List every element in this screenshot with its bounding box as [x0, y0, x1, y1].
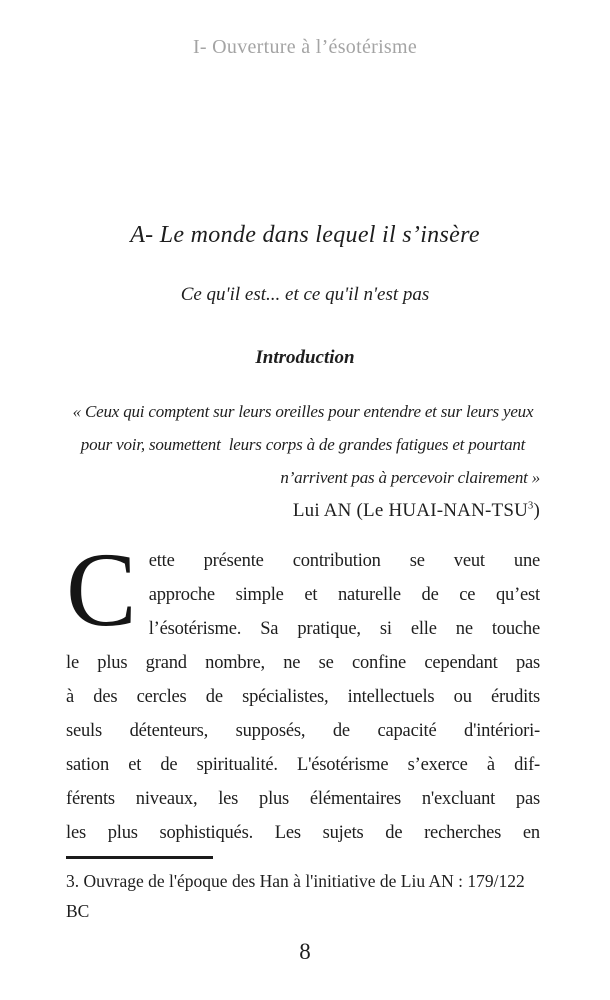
running-header: I- Ouverture à l’ésotérisme: [192, 36, 418, 58]
section-heading: Introduction: [255, 347, 355, 368]
body-line: l’ésotérisme. Sa pratique, si elle ne touche: [148, 619, 540, 639]
body-line: les plus sophistiqués. Les sujets de recherches en: [66, 823, 540, 843]
body-line: ette présente contribution se veut une: [148, 551, 540, 571]
attribution-close: ): [533, 500, 540, 521]
body-line: sation et de spiritualité. L'ésotérisme s’exerce à dif-: [66, 755, 540, 775]
chapter-subtitle: Ce qu'il est... et ce qu'il n'est pas: [180, 284, 430, 305]
body-line: férents niveaux, les plus élémentaires n'excluant pas: [66, 789, 540, 809]
body-line: le plus grand nombre, ne se confine cependant pas: [66, 653, 540, 673]
footnote-line: BC: [66, 901, 90, 921]
epigraph-line: n’arrivent pas à percevoir clairement »: [280, 468, 540, 487]
body-line: approche simple et naturelle de ce qu’est: [148, 585, 540, 605]
drop-cap: C: [66, 531, 137, 648]
page-number: 8: [299, 939, 311, 964]
attribution-text: Lui AN (Le HUAI-NAN-TSU: [292, 500, 529, 521]
epigraph-line: « Ceux qui comptent sur leurs oreilles pour entendre et sur leurs yeux: [72, 402, 534, 421]
body-line: à des cercles de spécialistes, intellectuels ou érudits: [66, 687, 540, 707]
epigraph-attribution: [66, 494, 540, 527]
footnote-line: 3. Ouvrage de l'époque des Han à l'initiative de Liu AN : 179/122: [66, 871, 525, 891]
epigraph-quote: [66, 395, 540, 527]
footnote: [66, 866, 590, 926]
footnote-reference-mark: 3: [528, 500, 534, 512]
footnote-separator-rule: [66, 856, 213, 859]
epigraph-line: pour voir, soumettent leurs corps à de grandes fatigues et pourtant: [80, 435, 526, 454]
body-paragraph: [66, 531, 540, 850]
chapter-title: A- Le monde dans lequel il s’insère: [130, 222, 480, 248]
body-line: seuls détenteurs, supposés, de capacité d'intériori-: [66, 721, 540, 741]
